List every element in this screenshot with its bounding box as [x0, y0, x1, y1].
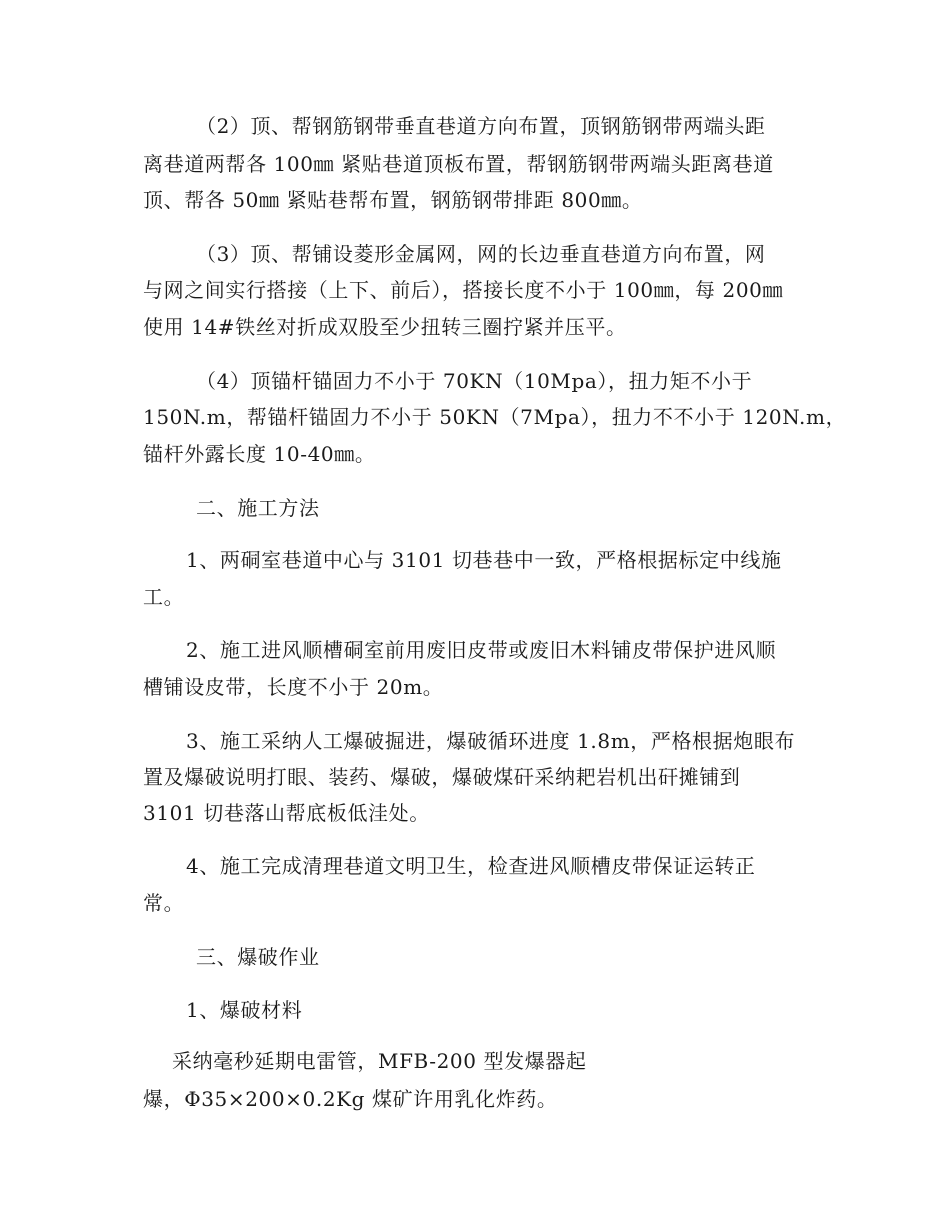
- materials-line-1: 采纳毫秒延期电雷管，MFB-200 型发爆器起: [172, 1049, 587, 1073]
- item-4-line-1: （4）顶锚杆锚固力不小于 70KN（10Mpa），扭力矩不小于: [196, 369, 753, 393]
- item-3-line-1: （3）顶、帮铺设菱形金属网，网的长边垂直巷道方向布置，网: [196, 242, 766, 266]
- subheading-blasting-materials: 1、爆破材料: [186, 998, 303, 1022]
- item-4-line-2: 150N.m，帮锚杆锚固力不小于 50KN（7Mpa），扭力不不小于 120N.m，: [143, 405, 847, 429]
- method-3-line-3: 3101 切巷落山帮底板低洼处。: [143, 801, 430, 825]
- materials-line-2: 爆，Φ35×200×0.2Kg 煤矿许用乳化炸药。: [143, 1087, 558, 1111]
- method-1-line-1: 1、两硐室巷道中心与 3101 切巷巷中一致，严格根据标定中线施: [186, 548, 782, 572]
- method-3-line-1: 3、施工采纳人工爆破掘进，爆破循环进度 1.8m，严格根据炮眼布: [186, 729, 796, 753]
- item-2-line-2: 离巷道两帮各 100㎜ 紧贴巷道顶板布置，帮钢筋钢带两端头距离巷道: [143, 152, 774, 176]
- method-2-line-2: 槽铺设皮带，长度不小于 20m。: [143, 675, 444, 699]
- item-2-line-3: 顶、帮各 50㎜ 紧贴巷帮布置，钢筋钢带排距 800㎜。: [143, 188, 643, 212]
- item-4-line-3: 锚杆外露长度 10-40㎜。: [143, 442, 376, 466]
- item-3-line-3: 使用 14#铁丝对折成双股至少扭转三圈拧紧并压平。: [143, 315, 627, 339]
- item-3-line-2: 与网之间实行搭接（上下、前后），搭接长度不小于 100㎜，每 200㎜: [143, 278, 784, 302]
- method-2-line-1: 2、施工进风顺槽硐室前用废旧皮带或废旧木料铺皮带保护进风顺: [186, 638, 777, 662]
- method-1-line-2: 工。: [143, 585, 185, 609]
- item-2-line-1: （2）顶、帮钢筋钢带垂直巷道方向布置，顶钢筋钢带两端头距: [196, 114, 766, 138]
- method-3-line-2: 置及爆破说明打眼、装药、爆破，爆破煤矸采纳耙岩机出矸摊铺到: [143, 765, 741, 789]
- section-heading-2: 二、施工方法: [196, 496, 320, 520]
- method-4-line-2: 常。: [143, 891, 185, 915]
- section-heading-3: 三、爆破作业: [196, 945, 320, 969]
- method-4-line-1: 4、施工完成清理巷道文明卫生，检查进风顺槽皮带保证运转正: [186, 854, 756, 878]
